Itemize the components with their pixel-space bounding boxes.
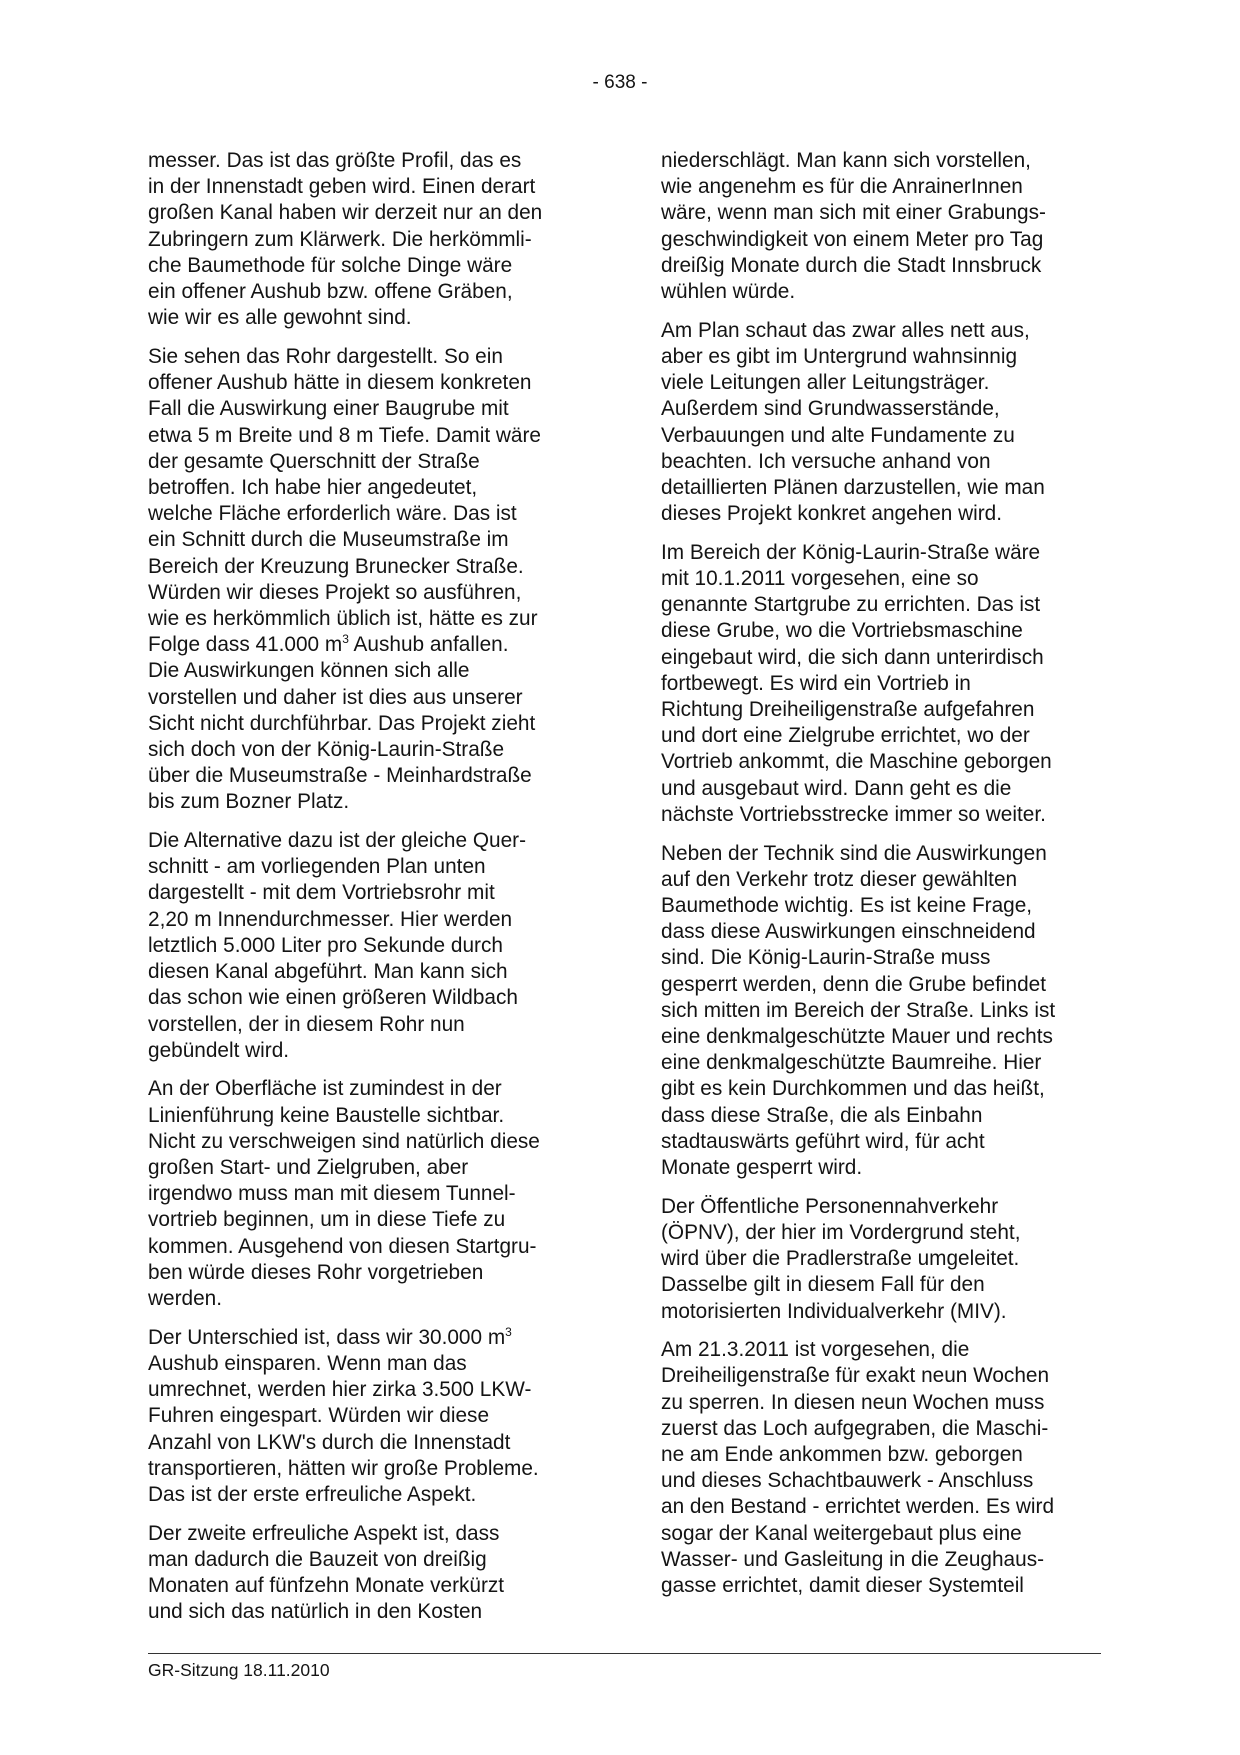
- text-line: man dadurch die Bauzeit von dreißig: [148, 1547, 487, 1571]
- text-line: Verbauungen und alte Fundamente zu: [661, 423, 1015, 447]
- text-line: Folge dass 41.000 $m^3$ Aushub anfallen.: [148, 632, 509, 657]
- paragraph: [661, 148, 1101, 305]
- text-line: dreißig Monate durch die Stadt Innsbruck: [661, 253, 1042, 277]
- text-line: gesperrt werden, denn die Grube befindet: [661, 972, 1046, 996]
- text-line: eingebaut wird, die sich dann unterirdisch: [661, 645, 1044, 669]
- text-line: vorstellen, der in diesem Rohr nun: [148, 1012, 465, 1036]
- text-line: messer. Das ist das größte Profil, das es: [148, 149, 522, 172]
- text-line: großen Kanal haben wir derzeit nur an den: [148, 201, 543, 225]
- text-line: großen Start- und Zielgruben, aber: [148, 1156, 469, 1180]
- text-line: diese Grube, wo die Vortriebsmaschine: [661, 619, 1023, 643]
- text-line: Monate gesperrt wird.: [661, 1156, 863, 1180]
- text-line: offener Aushub hätte in diesem konkreten: [148, 371, 532, 395]
- text-line: Außerdem sind Grundwasserstände,: [661, 397, 1000, 421]
- right-column: [661, 148, 1101, 1612]
- text-line: ein Schnitt durch die Museumstraße im: [148, 528, 509, 552]
- text-line: Der Unterschied ist, dass wir 30.000 $m^3$: [148, 1324, 512, 1349]
- text-line: geschwindigkeit von einem Meter pro Tag: [661, 227, 1044, 251]
- text-line: Monaten auf fünfzehn Monate verkürzt: [148, 1574, 505, 1598]
- text-line: irgendwo muss man mit diesem Tunnel-: [148, 1182, 516, 1206]
- text-line: wie wir es alle gewohnt sind.: [148, 306, 412, 330]
- text-line: gebündelt wird.: [148, 1038, 290, 1062]
- text-line: Wasser- und Gasleitung in die Zeughaus-: [661, 1547, 1045, 1571]
- text-line: wühlen würde.: [661, 280, 796, 304]
- paragraph: [148, 148, 588, 331]
- text-line: wie angenehm es für die AnrainerInnen: [661, 175, 1023, 199]
- text-line: Im Bereich der König-Laurin-Straße wäre: [661, 540, 1041, 564]
- paragraph: [661, 841, 1101, 1182]
- text-line: zuerst das Loch aufgegraben, die Maschi-: [661, 1416, 1049, 1440]
- text-line: (ÖPNV), der hier im Vordergrund steht,: [661, 1220, 1021, 1244]
- text-line: Der Öffentliche Personennahverkehr: [661, 1194, 999, 1218]
- text-line: und dieses Schachtbauwerk - Anschluss: [661, 1469, 1034, 1493]
- text-line: das schon wie einen größeren Wildbach: [148, 986, 518, 1010]
- text-line: Anzahl von LKW's durch die Innenstadt: [148, 1430, 511, 1454]
- text-line: vortrieb beginnen, um in diese Tiefe zu: [148, 1208, 506, 1232]
- text-line: sich doch von der König-Laurin-Straße: [148, 737, 505, 761]
- text-line: etwa 5 m Breite und 8 m Tiefe. Damit wäre: [148, 423, 541, 447]
- text-line: Die Alternative dazu ist der gleiche Quer-: [148, 829, 526, 853]
- text-line: und dort eine Zielgrube errichtet, wo der: [661, 724, 1030, 748]
- text-line: dargestellt - mit dem Vortriebsrohr mit: [148, 881, 495, 905]
- text-line: Fall die Auswirkung einer Baugrube mit: [148, 397, 509, 421]
- text-line: wie es herkömmlich üblich ist, hätte es zur: [148, 606, 538, 630]
- paragraph: [661, 1337, 1101, 1599]
- text-line: wäre, wenn man sich mit einer Grabungs-: [661, 201, 1046, 225]
- text-line: motorisierten Individualverkehr (MIV).: [661, 1299, 1007, 1323]
- text-line: 2,20 m Innendurchmesser. Hier werden: [148, 907, 513, 931]
- text-line: gibt es kein Durchkommen und das heißt,: [661, 1077, 1045, 1101]
- text-line: sind. Die König-Laurin-Straße muss: [661, 946, 991, 970]
- text-line: und ausgebaut wird. Dann geht es die: [661, 776, 1012, 800]
- text-line: Aushub einsparen. Wenn man das: [148, 1351, 467, 1375]
- text-line: der gesamte Querschnitt der Straße: [148, 449, 480, 473]
- text-line: Am Plan schaut das zwar alles nett aus,: [661, 318, 1030, 342]
- footer-text: GR-Sitzung 18.11.2010: [148, 1660, 330, 1680]
- text-line: beachten. Ich versuche anhand von: [661, 449, 991, 473]
- paragraph: [148, 344, 588, 816]
- text-line: über die Museumstraße - Meinhardstraße: [148, 764, 532, 788]
- text-line: und sich das natürlich in den Kosten: [148, 1600, 483, 1624]
- text-line: niederschlägt. Man kann sich vorstellen,: [661, 149, 1031, 172]
- text-line: transportieren, hätten wir große Probleme.: [148, 1456, 539, 1480]
- text-line: Baumethode wichtig. Es ist keine Frage,: [661, 893, 1033, 917]
- text-line: dieses Projekt konkret angehen wird.: [661, 502, 1003, 526]
- text-line: ne am Ende ankommen bzw. geborgen: [661, 1443, 1023, 1467]
- text-line: diesen Kanal abgeführt. Man kann sich: [148, 960, 508, 984]
- paragraph: [148, 828, 588, 1064]
- text-line: bis zum Bozner Platz.: [148, 790, 350, 814]
- text-line: detaillierten Plänen darzustellen, wie man: [661, 475, 1045, 499]
- text-line: Die Auswirkungen können sich alle: [148, 659, 470, 683]
- text-line: Neben der Technik sind die Auswirkungen: [661, 841, 1047, 865]
- text-line: schnitt - am vorliegenden Plan unten: [148, 855, 486, 879]
- text-line: che Baumethode für solche Dinge wäre: [148, 253, 513, 277]
- text-line: Bereich der Kreuzung Brunecker Straße.: [148, 554, 524, 578]
- page-number: - 638 -: [592, 72, 648, 93]
- text-line: Richtung Dreiheiligenstraße aufgefahren: [661, 698, 1035, 722]
- text-line: Das ist der erste erfreuliche Aspekt.: [148, 1482, 477, 1506]
- text-line: genannte Startgrube zu errichten. Das ist: [661, 593, 1041, 617]
- text-line: Sie sehen das Rohr dargestellt. So ein: [148, 344, 503, 368]
- text-line: eine denkmalgeschützte Mauer und rechts: [661, 1025, 1053, 1048]
- footer-divider: [148, 1653, 1101, 1654]
- text-line: auf den Verkehr trotz dieser gewählten: [661, 867, 1018, 891]
- text-line: Fuhren eingespart. Würden wir diese: [148, 1404, 490, 1428]
- text-line: Zubringern zum Klärwerk. Die herkömmli-: [148, 227, 532, 251]
- text-line: Dasselbe gilt in diesem Fall für den: [661, 1273, 985, 1297]
- text-line: zu sperren. In diesen neun Wochen muss: [661, 1390, 1045, 1414]
- left-column: [148, 148, 588, 1638]
- paragraph: [148, 1325, 588, 1508]
- text-line: umrechnet, werden hier zirka 3.500 LKW-: [148, 1378, 532, 1402]
- text-line: Linienführung keine Baustelle sichtbar.: [148, 1103, 505, 1127]
- text-line: ben würde dieses Rohr vorgetrieben: [148, 1260, 484, 1284]
- text-line: kommen. Ausgehend von diesen Startgru-: [148, 1234, 537, 1258]
- paragraph: [148, 1521, 588, 1626]
- text-line: vorstellen und daher ist dies aus unserer: [148, 685, 523, 709]
- paragraph: [661, 1194, 1101, 1325]
- text-line: Nicht zu verschweigen sind natürlich diese: [148, 1129, 540, 1153]
- text-line: Vortrieb ankommt, die Maschine geborgen: [661, 750, 1052, 774]
- text-line: stadtauswärts geführt wird, für acht: [661, 1129, 985, 1153]
- text-line: gasse errichtet, damit dieser Systemteil: [661, 1574, 1024, 1598]
- text-line: in der Innenstadt geben wird. Einen derart: [148, 175, 536, 199]
- text-line: fortbewegt. Es wird ein Vortrieb in: [661, 671, 971, 695]
- text-line: eine denkmalgeschützte Baumreihe. Hier: [661, 1051, 1042, 1075]
- text-line: Sicht nicht durchführbar. Das Projekt zieht: [148, 711, 536, 735]
- paragraph: [661, 540, 1101, 828]
- text-line: dass diese Straße, die als Einbahn: [661, 1103, 983, 1127]
- text-line: ein offener Aushub bzw. offene Gräben,: [148, 280, 513, 304]
- text-line: Würden wir dieses Projekt so ausführen,: [148, 580, 522, 604]
- text-line: Der zweite erfreuliche Aspekt ist, dass: [148, 1521, 500, 1545]
- text-line: dass diese Auswirkungen einschneidend: [661, 920, 1036, 944]
- text-line: werden.: [148, 1287, 222, 1311]
- paragraph: [661, 318, 1101, 528]
- text-line: mit 10.1.2011 vorgesehen, eine so: [661, 567, 979, 591]
- paragraph: [148, 1076, 588, 1312]
- text-line: sogar der Kanal weitergebaut plus eine: [661, 1521, 1022, 1545]
- text-line: An der Oberfläche ist zumindest in der: [148, 1077, 502, 1101]
- text-line: Am 21.3.2011 ist vorgesehen, die: [661, 1338, 970, 1362]
- text-line: betroffen. Ich habe hier angedeutet,: [148, 475, 478, 499]
- text-line: aber es gibt im Untergrund wahnsinnig: [661, 344, 1018, 368]
- text-line: viele Leitungen aller Leitungsträger.: [661, 371, 990, 395]
- text-line: wird über die Pradlerstraße umgeleitet.: [661, 1247, 1020, 1271]
- text-line: welche Fläche erforderlich wäre. Das ist: [148, 502, 517, 526]
- text-line: sich mitten im Bereich der Straße. Links ist: [661, 998, 1056, 1022]
- text-line: Dreiheiligenstraße für exakt neun Wochen: [661, 1364, 1050, 1388]
- superscript: 3: [342, 632, 349, 647]
- superscript: 3: [505, 1324, 512, 1339]
- text-line: nächste Vortriebsstrecke immer so weiter.: [661, 802, 1046, 826]
- text-line: letztlich 5.000 Liter pro Sekunde durch: [148, 933, 503, 957]
- text-line: an den Bestand - errichtet werden. Es wird: [661, 1495, 1055, 1519]
